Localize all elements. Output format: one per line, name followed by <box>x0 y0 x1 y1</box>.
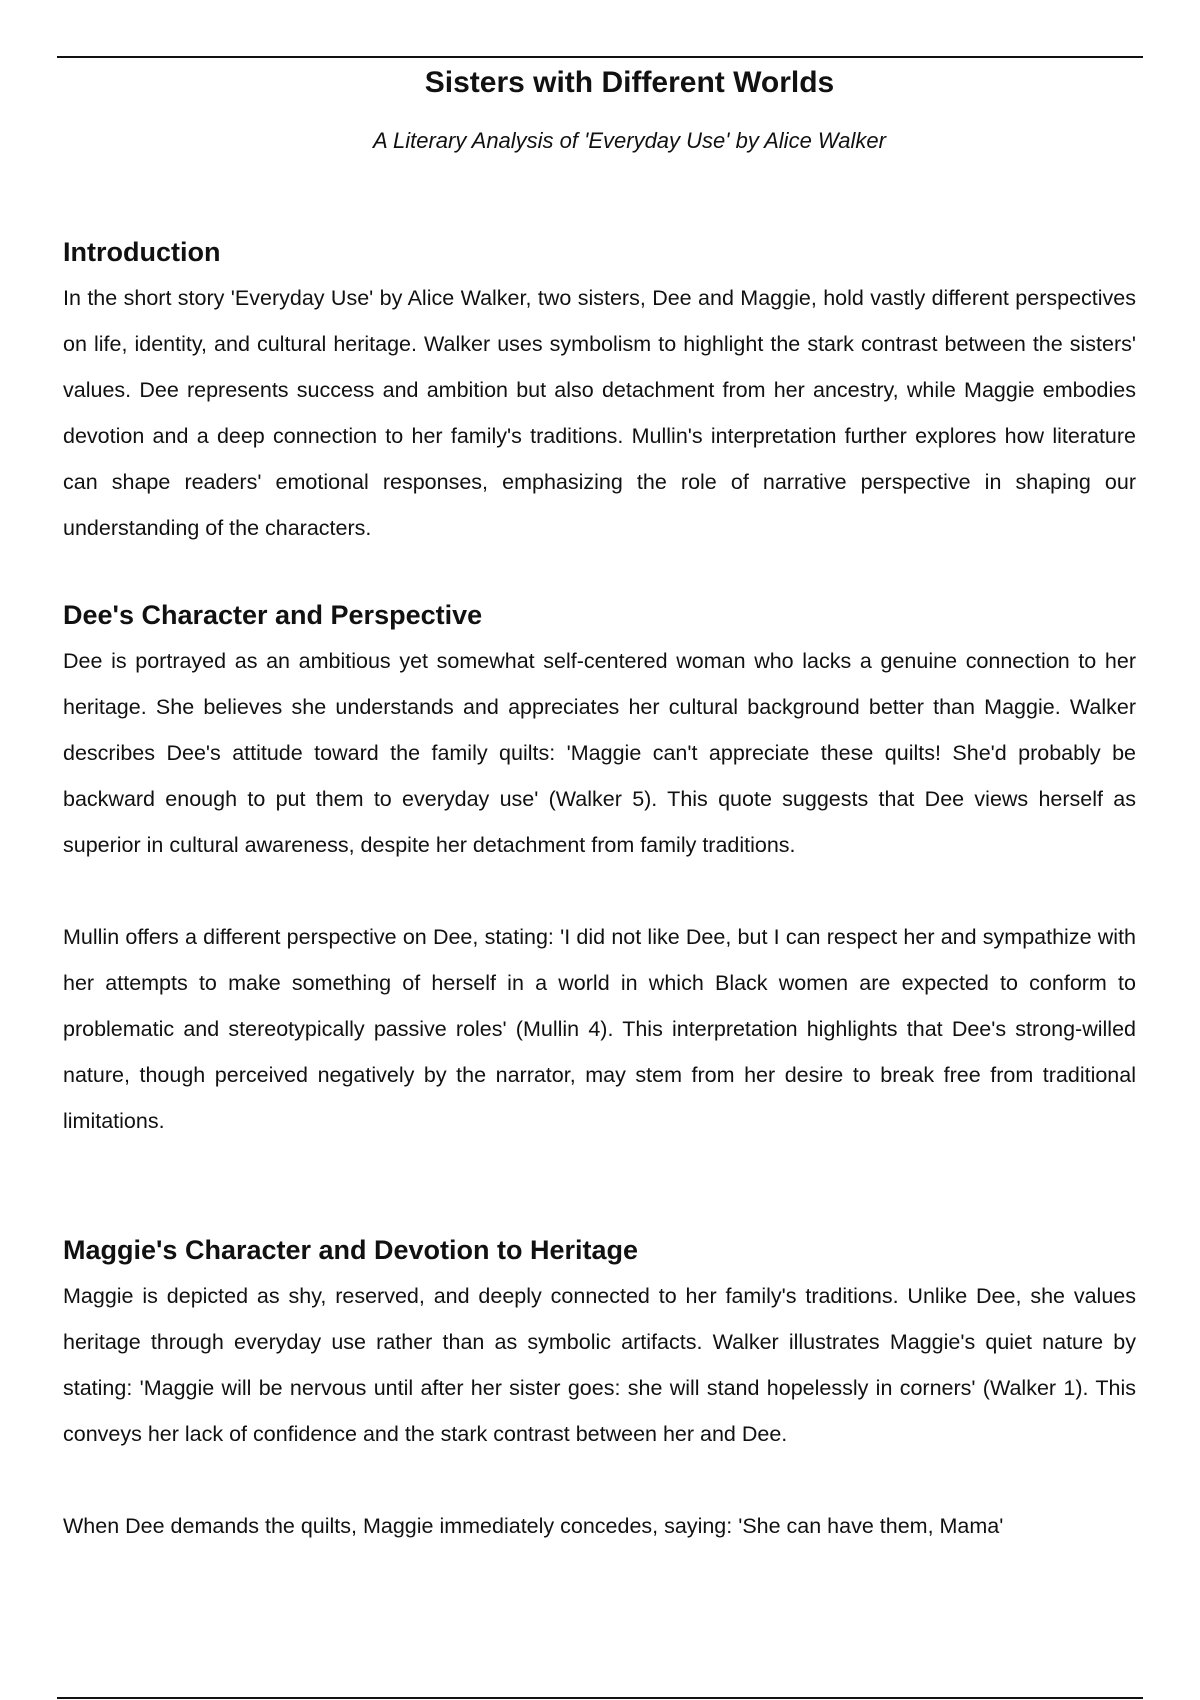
paragraph: Mullin offers a different perspective on Dee, stating: 'I did not like Dee, but I can respect her and sympathize with her attempts to make something of herself in a world in which Black women are expected to conform to problematic and stereotypically passive roles' (Mullin 4). This interpretation highlights that Dee's strong-willed nature, though perceived negatively by the narrator, may stem from her desire to break free from traditional limitations. <box>63 925 1136 1133</box>
section-heading: Introduction <box>63 237 221 267</box>
section-maggie <box>63 1233 1136 1549</box>
paragraph: Dee is portrayed as an ambitious yet somewhat self-centered woman who lacks a genuine connection to her heritage. She believes she understands and appreciates her cultural background better than Maggie. Walker describes Dee's attitude toward the family quilts: 'Maggie can't appreciate these quilts! She'd probably be backward enough to put them to everyday use' (Walker 5). This quote suggests that Dee views herself as superior in cultural awareness, despite her detachment from family traditions. <box>63 649 1136 857</box>
document-subtitle: A Literary Analysis of 'Everyday Use' by Alice Walker <box>373 128 886 153</box>
section-introduction <box>63 235 1136 551</box>
paragraph: Maggie is depicted as shy, reserved, and deeply connected to her family's traditions. Unlike Dee, she values heritage through everyday use rather than as symbolic artifacts. Walker illustrates Maggie's quiet nature by stating: 'Maggie will be nervous until after her sister goes: she will stand hopelessly in corners' (Walker 1). This conveys her lack of confidence and the stark contrast between her and Dee. <box>63 1284 1136 1446</box>
section-heading: Maggie's Character and Devotion to Heritage <box>63 1235 639 1265</box>
section-heading: Dee's Character and Perspective <box>63 600 483 630</box>
bottom-rule <box>57 1697 1143 1699</box>
paragraph: In the short story 'Everyday Use' by Alice Walker, two sisters, Dee and Maggie, hold vastly different perspectives on life, identity, and cultural heritage. Walker uses symbolism to highlight the stark contrast between the sisters' values. Dee represents success and ambition but also detachment from her ancestry, while Maggie embodies devotion and a deep connection to her family's traditions. Mullin's interpretation further explores how literature can shape readers' emotional responses, emphasizing the role of narrative perspective in shaping our understanding of the characters. <box>63 286 1136 540</box>
document-title: Sisters with Different Worlds <box>424 66 835 99</box>
section-dee <box>63 598 1136 1144</box>
top-rule <box>57 56 1143 58</box>
paragraph: When Dee demands the quilts, Maggie immediately concedes, saying: 'She can have them, Mama' <box>63 1514 1004 1538</box>
